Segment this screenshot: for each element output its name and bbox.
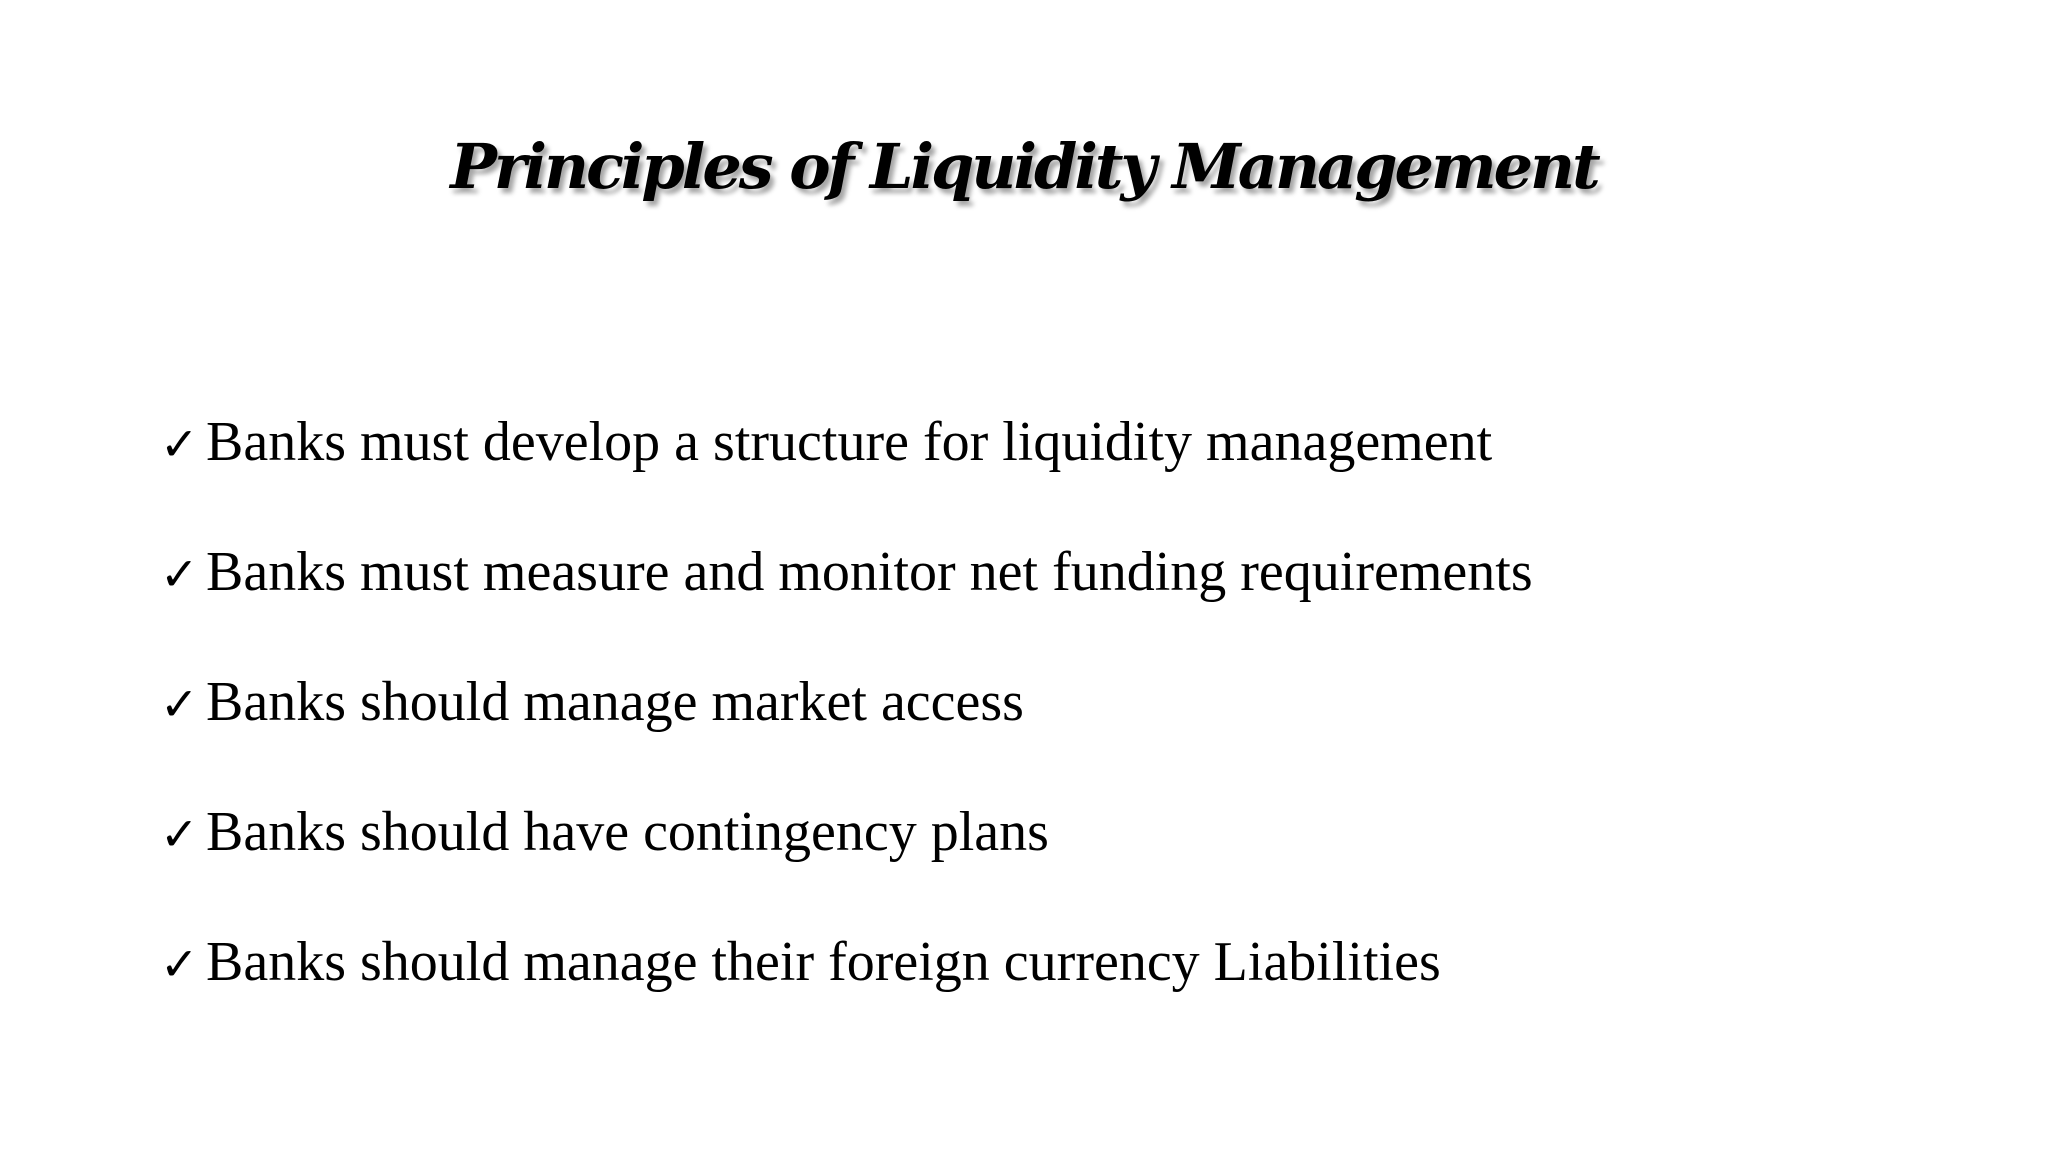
check-icon: ✓ [160,547,199,601]
check-icon: ✓ [160,417,199,471]
slide-title: Principles of Liquidity Management [450,130,1598,203]
list-item [160,540,1533,670]
list-item [160,800,1533,930]
check-icon: ✓ [160,937,199,991]
list-item [160,930,1533,1060]
bullet-text: Banks should manage market access [206,671,1024,733]
list-item [160,670,1533,800]
check-icon: ✓ [160,677,199,731]
check-icon: ✓ [160,807,199,861]
bullet-text: Banks must measure and monitor net funding requirements [206,541,1533,603]
bullet-text: Banks should have contingency plans [206,801,1049,863]
bullet-text: Banks must develop a structure for liquidity management [206,411,1493,473]
bullet-text: Banks should manage their foreign currency Liabilities [206,931,1441,993]
list-item [160,410,1533,540]
bullet-list [160,410,1533,1060]
